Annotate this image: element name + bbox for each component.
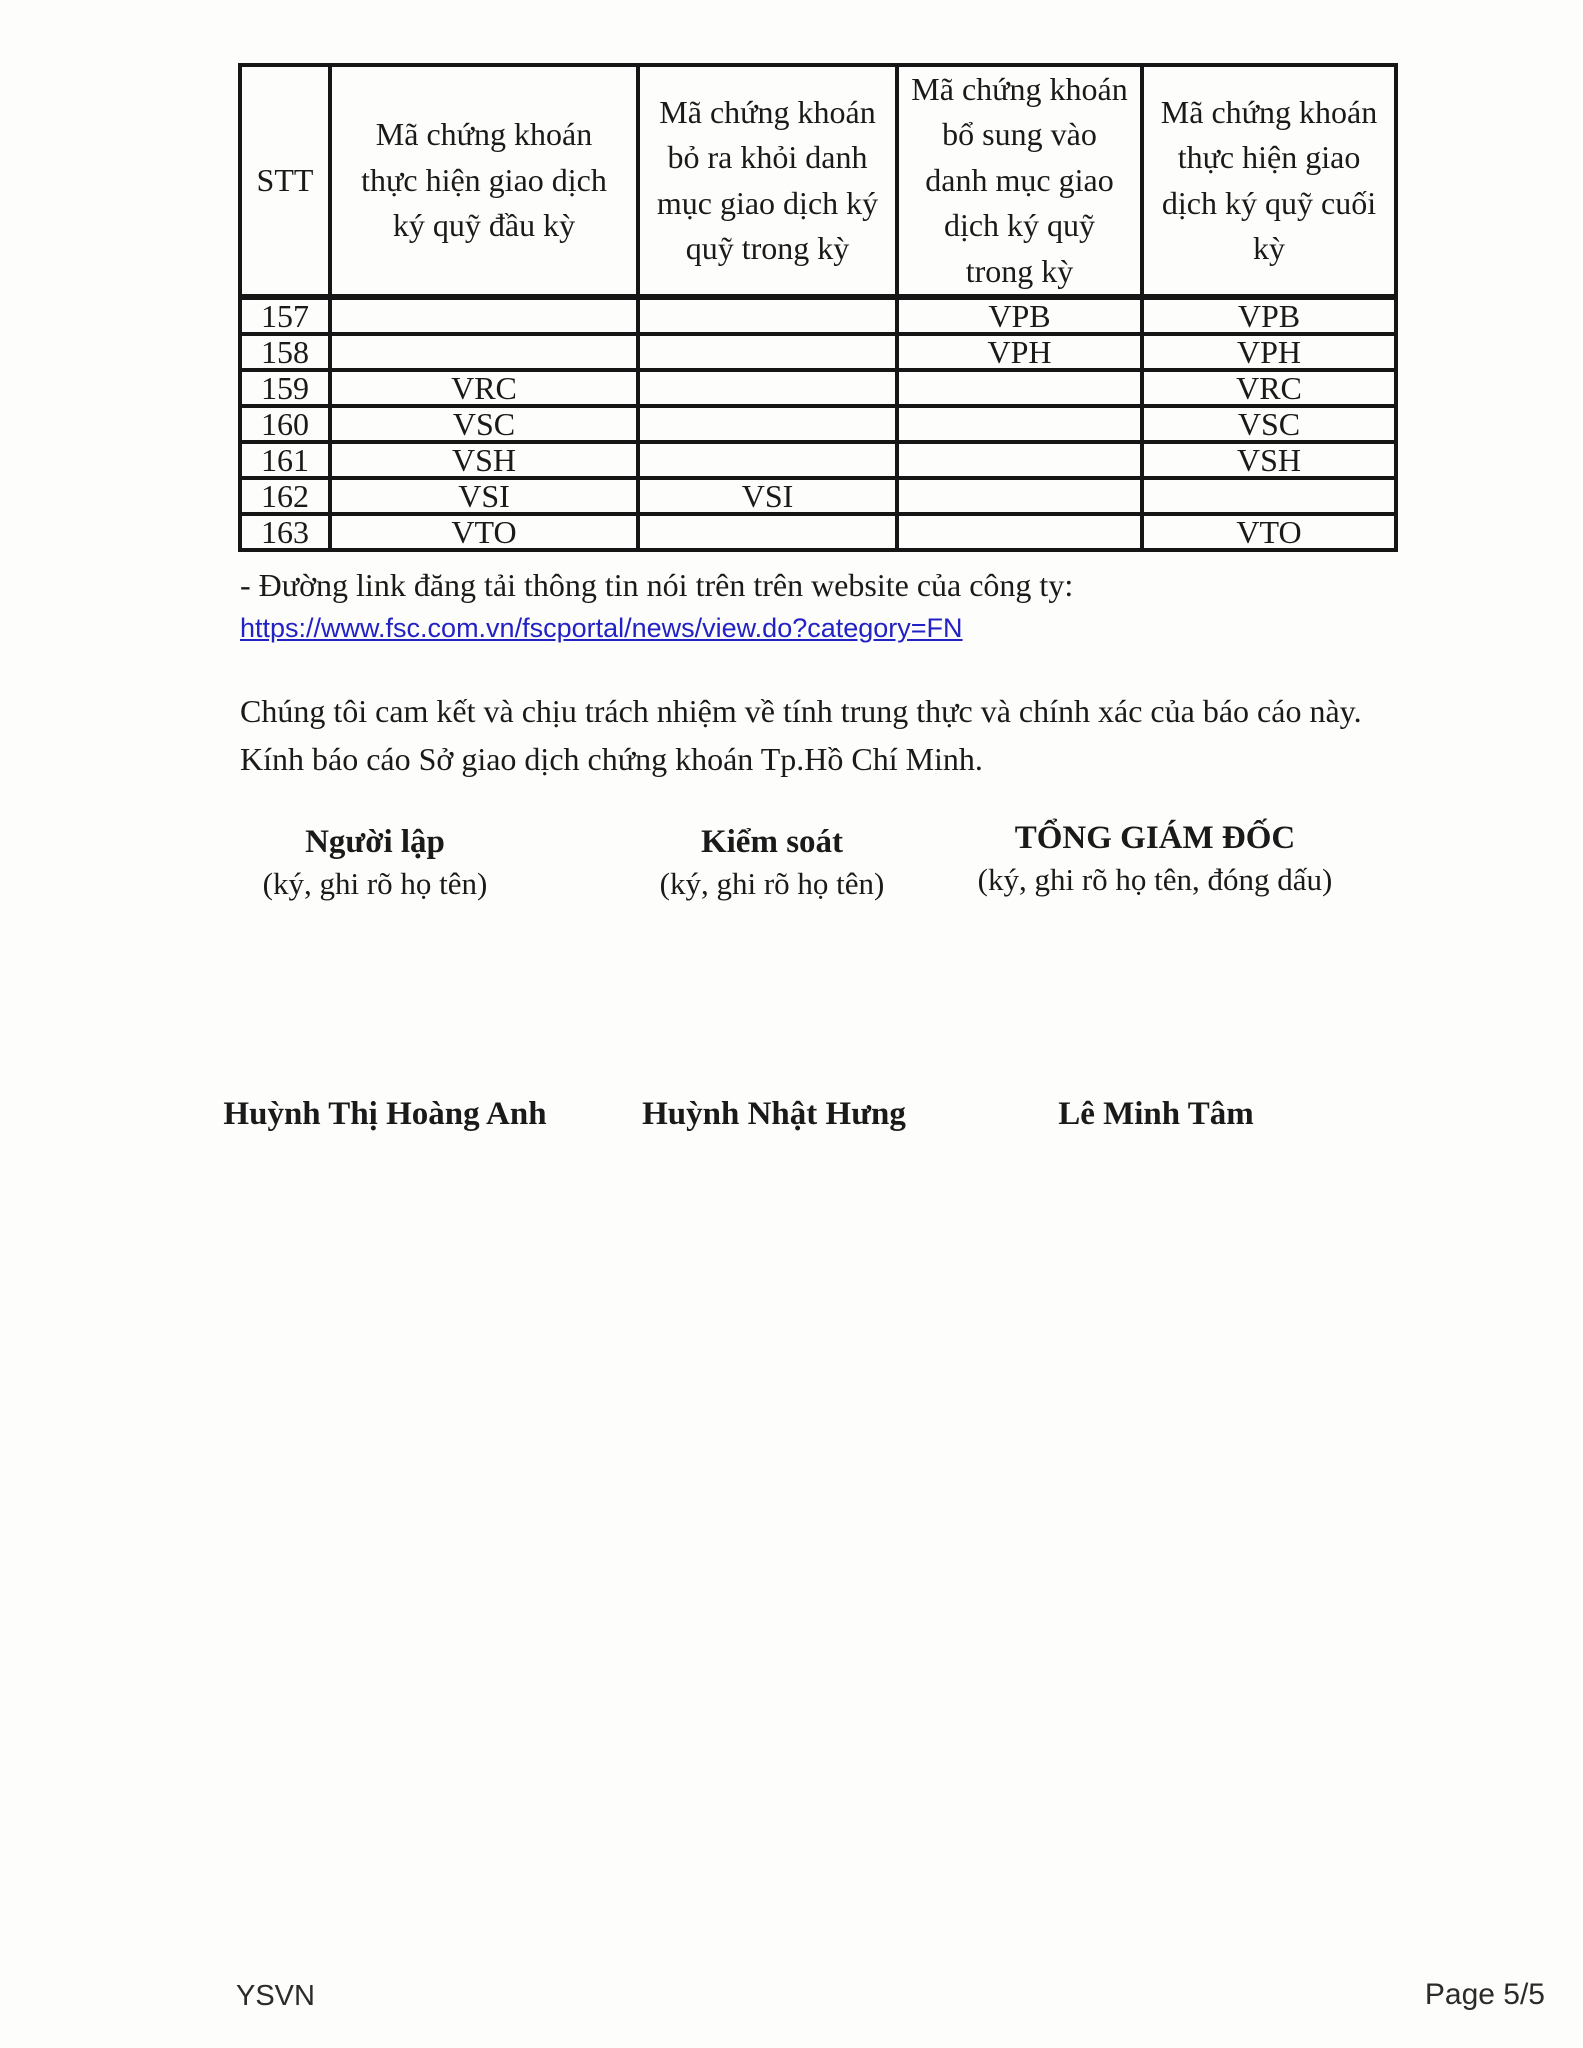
cell-removed (638, 514, 897, 550)
header-added: Mã chứng khoán bổ sung vào danh mục giao dịch ký quỹ trong kỳ (897, 65, 1142, 297)
cell-end (1142, 478, 1396, 514)
cell-end: VPH (1142, 334, 1396, 370)
table-row (240, 297, 1396, 334)
cell-stt: 163 (240, 514, 330, 550)
table-row (240, 442, 1396, 478)
signature-block-maker (230, 822, 520, 905)
cell-added (897, 370, 1142, 406)
cell-begin: VSH (330, 442, 638, 478)
header-begin-period: Mã chứng khoán thực hiện giao dịch ký quỹ đầu kỳ (330, 65, 638, 297)
link-intro-text: - Đường link đăng tải thông tin nói trên trên website của công ty: (240, 567, 1074, 603)
signature-block-controller (627, 822, 917, 905)
cell-removed (638, 370, 897, 406)
cell-begin (330, 297, 638, 334)
table-row (240, 370, 1396, 406)
cell-stt: 160 (240, 406, 330, 442)
cell-begin: VSI (330, 478, 638, 514)
signature-note: (ký, ghi rõ họ tên) (262, 866, 488, 902)
cell-added (897, 478, 1142, 514)
cell-removed: VSI (638, 478, 897, 514)
footer-company-code: YSVN (236, 1980, 315, 2012)
signature-title: Người lập (305, 824, 445, 860)
signature-note: (ký, ghi rõ họ tên, đóng dấu) (977, 862, 1333, 898)
table-row (240, 334, 1396, 370)
commitment-line-1: Chúng tôi cam kết và chịu trách nhiệm về tính trung thực và chính xác của báo cáo này. (240, 693, 1362, 729)
commitment-line-2: Kính báo cáo Sở giao dịch chứng khoán Tp.Hồ Chí Minh. (240, 741, 983, 777)
margin-securities-table (238, 63, 1398, 552)
signature-note: (ký, ghi rõ họ tên) (659, 866, 885, 902)
website-link[interactable]: https://www.fsc.com.vn/fscportal/news/view.do?category=FN (240, 613, 963, 643)
cell-added: VPH (897, 334, 1142, 370)
signature-block-ceo (975, 818, 1335, 901)
cell-stt: 158 (240, 334, 330, 370)
signatory-name-maker: Huỳnh Thị Hoàng Anh (223, 1096, 547, 1132)
header-stt: STT (240, 65, 330, 297)
cell-end: VSC (1142, 406, 1396, 442)
cell-removed (638, 406, 897, 442)
cell-stt: 161 (240, 442, 330, 478)
cell-begin: VTO (330, 514, 638, 550)
cell-added: VPB (897, 297, 1142, 334)
cell-added (897, 406, 1142, 442)
cell-end: VRC (1142, 370, 1396, 406)
signature-title: Kiểm soát (700, 824, 844, 860)
signature-title: TỔNG GIÁM ĐỐC (1014, 820, 1296, 856)
cell-removed (638, 334, 897, 370)
footer-page-number: Page 5/5 (1424, 1978, 1545, 2011)
signatory-name-controller: Huỳnh Nhật Hưng (642, 1096, 906, 1132)
cell-stt: 157 (240, 297, 330, 334)
cell-end: VTO (1142, 514, 1396, 550)
cell-begin: VSC (330, 406, 638, 442)
cell-removed (638, 442, 897, 478)
header-removed: Mã chứng khoán bỏ ra khỏi danh mục giao dịch ký quỹ trong kỳ (638, 65, 897, 297)
cell-removed (638, 297, 897, 334)
cell-begin (330, 334, 638, 370)
cell-stt: 162 (240, 478, 330, 514)
table-row (240, 406, 1396, 442)
cell-begin: VRC (330, 370, 638, 406)
cell-stt: 159 (240, 370, 330, 406)
cell-end: VSH (1142, 442, 1396, 478)
cell-end: VPB (1142, 297, 1396, 334)
cell-added (897, 514, 1142, 550)
table-row (240, 514, 1396, 550)
table-header-row (240, 65, 1396, 297)
header-end-period: Mã chứng khoán thực hiện giao dịch ký quỹ cuối kỳ (1142, 65, 1396, 297)
cell-added (897, 442, 1142, 478)
signatory-name-ceo: Lê Minh Tâm (1058, 1096, 1254, 1132)
table-row (240, 478, 1396, 514)
